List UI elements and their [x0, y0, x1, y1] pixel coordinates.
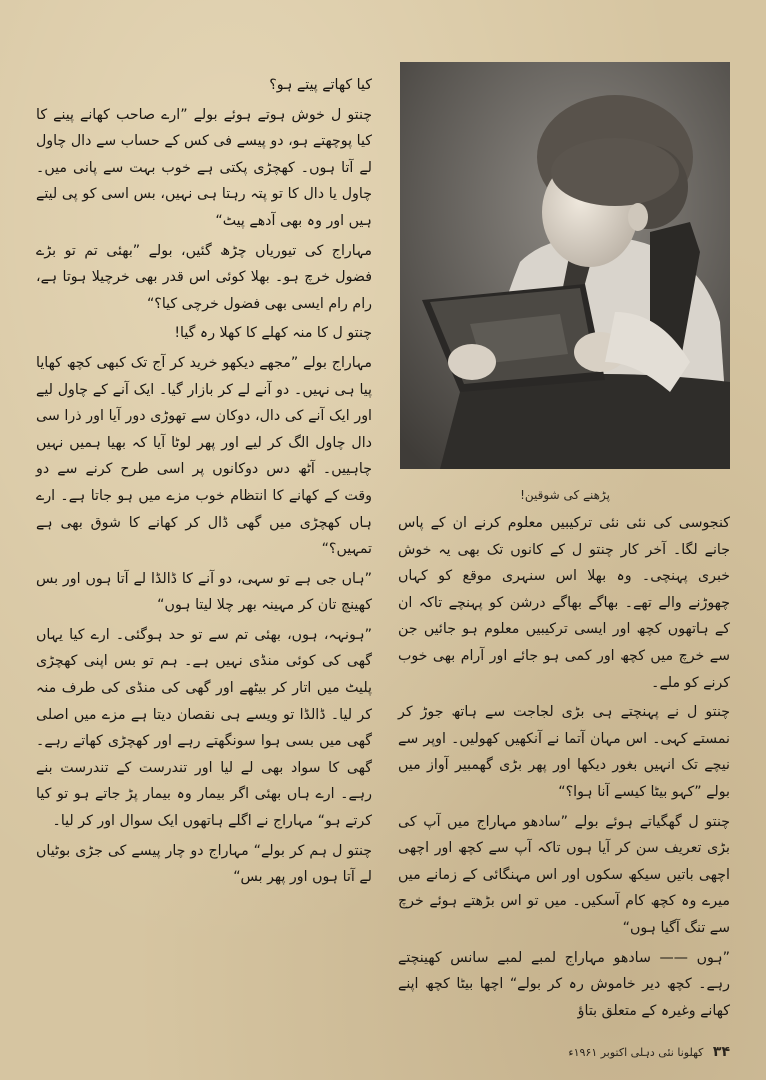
- paragraph: مہاراج بولے ”مجھے دیکھو خرید کر آج تک کبھی کچھ کھایا پیا ہی نہیں۔ دو آنے لے کر بازار گیا۔ ایک آنے کے چاول لیے اور ایک آنے کی دال، دوکان سے تھوڑی دور آیا اور ذرا سی دال چاول الگ کر لیے اور پھر لوٹا آیا کہ بھیا ہمیں نہیں چاہییں۔ آٹھ دس دوکانوں پر اسی طرح کرنے سے دو وقت کے کھانے کا انتظام خوب مزے میں ہو جاتا ہے۔ ارے ہاں کھچڑی میں گھی ڈال کر کھانے کا شوق بھی ہے تمہیں؟“: [36, 354, 372, 558]
- paragraph: ”ہونہہ، ہوں، بھئی تم سے تو حد ہوگئی۔ ارے کیا یہاں گھی کی کوئی منڈی نہیں ہے۔ ہم تو بس اپنی کھچڑی پلیٹ میں اتار کر بیٹھے اور گھی کی منڈی کی طرف منہ کر لیا۔ ڈالڈا تو ویسے ہی نقصان دیتا ہے مزے میں اصلی گھی میں بسی ہوا سونگھتے رہے اور کھچڑی کھاتے رہے۔ گھی کا سواد بھی لے لیا اور تندرست کے تندرست بنے رہے۔ ارے ہاں بھئی اگر بیمار وہ بیمار پڑ جاتے ہو تو کیا کرتے ہو“ مہاراج نے اگلے ہاتھوں ایک سوال اور کر لیا۔: [36, 626, 372, 830]
- photo-caption: پڑھنے کی شوقین!: [520, 488, 610, 502]
- paragraph: کیا کھاتے پیتے ہو؟: [269, 77, 372, 93]
- page-footer: [470, 1044, 730, 1060]
- paragraph: مہاراج کی تیوریاں چڑھ گئیں، بولے ”بھئی تم تو بڑے فضول خرچ ہو۔ بھلا کوئی اس قدر بھی خرچیلا ہوتا ہے، رام رام ایسی بھی فضول خرچی کیا؟“: [36, 242, 372, 312]
- child-reading-photo: [400, 62, 730, 469]
- page-number: ۳۴: [712, 1044, 730, 1060]
- paragraph: چنتو ل ہم کر بولے“ مہاراج دو چار پیسے کی جڑی بوٹیاں لے آتا ہوں اور پھر بس“: [36, 842, 372, 886]
- left-text-column: [36, 72, 372, 894]
- paragraph: چنتو ل نے پہنچتے ہی بڑی لجاجت سے ہاتھ جوڑ کر نمستے کہی۔ اس مہان آتما نے آنکھیں کھولیں۔ اوپر سے نیچے تک انہیں بغور دیکھا اور پھر بڑی گھمبیر آواز میں بولے ”کہو بیٹا کیسے آنا ہوا؟“: [398, 704, 730, 800]
- paragraph: چنتو ل کا منہ کھلے کا کھلا رہ گیا!: [174, 325, 372, 342]
- issue-label: کھلونا نئی دہلی اکتوبر ۱۹۶۱ء: [568, 1046, 704, 1059]
- paragraph: چنتو ل گھگیاتے ہوئے بولے ”سادھو مہاراج میں آپ کی بڑی تعریف سن کر آیا ہوں تاکہ آپ سے کچھ اور اچھی اچھی باتیں سیکھ سکوں اور اس مہنگائی کے زمانے میں میرے وہ کچھ کام آسکیں۔ میں تو اس بڑھتے ہوئے خرچ سے تنگ آگیا ہوں“: [398, 813, 730, 936]
- paragraph: ”ہوں —— سادھو مہاراج لمبے لمبے سانس کھینچتے رہے۔ کچھ دیر خاموش رہ کر بولے“ اچھا بیٹا کچھ اپنے کھانے وغیرہ کے متعلق بتاؤ: [398, 949, 730, 1019]
- paragraph: ”ہاں جی ہے تو سہی، دو آنے کا ڈالڈا لے آتا ہوں اور بس کھینچ تان کر مہینہ بھر چلا لیتا ہوں“: [36, 570, 372, 614]
- paragraph: چنتو ل خوش ہوتے ہوئے بولے ”ارے صاحب کھانے پینے کا کیا پوچھتے ہو، دو پیسے فی کس کے حساب سے دال چاول لے آتا ہوں۔ کھچڑی پکتی ہے خوب بہت سے پانی میں۔ چاول یا دال کا تو پتہ رہتا ہی نہیں، بس اسی کو پی لیتے ہیں اور وہ بھی آدھے پیٹ“: [36, 106, 372, 229]
- right-text-column: [398, 510, 730, 1027]
- paragraph: کنجوسی کی نئی نئی ترکیبیں معلوم کرنے ان کے پاس جانے لگا۔ آخر کار چنتو ل کے کانوں تک بھی یہ خوش خبری پہنچی۔ وہ بھلا اس سنہری موقع کو کہاں چھوڑنے والے تھے۔ بھاگے بھاگے درشن کو پہنچے تاکہ ان کے ہاتھوں کچھ اور ایسی ترکیبیں معلوم ہو جائیں جن سے خرچ میں کچھ اور کمی ہو جائے اور آرام بھی خوب کرنے کو ملے۔: [398, 515, 730, 691]
